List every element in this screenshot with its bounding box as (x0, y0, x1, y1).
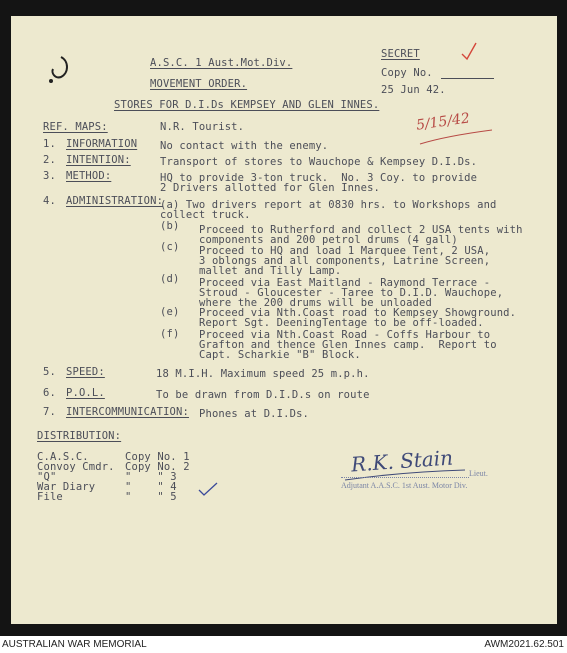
signature-role: Adjutant A.A.S.C. 1st Aust. Motor Div. (341, 481, 468, 490)
footer-left-text: AUSTRALIAN WAR MEMORIAL (2, 639, 147, 650)
order-subject: STORES FOR D.I.Ds KEMPSEY AND GLEN INNES. (114, 99, 380, 111)
speed-text: 18 M.I.H. Maximum speed 25 m.p.h. (156, 368, 370, 380)
speed-label: SPEED: (66, 366, 105, 378)
admin-item-line: Proceed to Rutherford and collect 2 USA tents with (199, 224, 523, 236)
handwritten-underline (416, 126, 496, 150)
distribution-name: Convoy Cmdr. (37, 461, 115, 473)
ref-maps-label: REF. MAPS: (43, 121, 108, 133)
para-number: 3. (43, 170, 56, 182)
admin-item-line: Proceed to HQ and load 1 Marquee Tent, 2 USA, (199, 245, 491, 257)
admin-item-line: Capt. Scharkie "B" Block. (199, 349, 361, 361)
method-text-2: 2 Drivers allotted for Glen Innes. (160, 182, 381, 194)
distribution-name: File (37, 491, 63, 503)
admin-item-line: Proceed via Nth.Coast road to Kempsey Showground. (199, 307, 517, 319)
admin-item-line: Proceed via East Maitland - Raymond Terrace - (199, 277, 491, 289)
distribution-copy: Copy No. 2 (125, 461, 190, 473)
signature-line (341, 477, 469, 478)
para-number: 2. (43, 154, 56, 166)
handwritten-date: 5/15/42 (415, 110, 471, 134)
copy-number-label: Copy No. (381, 67, 433, 79)
pol-text: To be drawn from D.I.D.s on route (156, 389, 370, 401)
admin-item-line: components and 200 petrol drums (4 gall) (199, 234, 458, 246)
intercommunication-label: INTERCOMMUNICATION: (66, 406, 189, 418)
intention-text: Transport of stores to Wauchope & Kempsey D.I.Ds. (160, 156, 478, 168)
red-check-mark (459, 40, 479, 62)
admin-item-letter: (d) (160, 273, 180, 285)
distribution-name: War Diary (37, 481, 96, 493)
administration-label: ADMINISTRATION: (66, 195, 164, 207)
intention-label: INTENTION: (66, 154, 131, 166)
admin-item-line: mallet and Tilly Lamp. (199, 265, 342, 277)
order-title: MOVEMENT ORDER. (150, 78, 248, 90)
document-date: 25 Jun 42. (381, 84, 446, 96)
administration-a-1: (a) Two drivers report at 0830 hrs. to Workshops and (160, 199, 497, 211)
para-number: 1. (43, 138, 56, 150)
distribution-copy: " " 4 (125, 481, 177, 493)
method-label: METHOD: (66, 170, 112, 182)
admin-item-line: Stroud - Gloucester - Taree to D.I.D. Wauchope, (199, 287, 504, 299)
signature: R.K. Stain (350, 445, 454, 477)
archive-footer (0, 636, 567, 653)
intercommunication-text: Phones at D.I.Ds. (199, 408, 310, 420)
admin-item-line: where the 200 drums will be unloaded (199, 297, 432, 309)
information-label: INFORMATION (66, 138, 138, 150)
distribution-copy: " " 5 (125, 491, 177, 503)
punch-hole-mark (41, 51, 81, 91)
blue-check-mark (197, 480, 219, 498)
admin-item-line: Proceed via Nth.Coast Road - Coffs Harbour to (199, 329, 491, 341)
unit-heading: A.S.C. 1 Aust.Mot.Div. (150, 57, 293, 69)
admin-item-line: Grafton and thence Glen Innes camp. Report to (199, 339, 497, 351)
admin-item-line: 3 oblongs and all components, Latrine Screen, (199, 255, 491, 267)
administration-a-2: collect truck. (160, 209, 251, 221)
copy-number-blank (441, 78, 494, 79)
distribution-title: DISTRIBUTION: (37, 430, 122, 442)
distribution-copy: Copy No. 1 (125, 451, 190, 463)
para-number: 7. (43, 406, 56, 418)
information-text: No contact with the enemy. (160, 140, 329, 152)
admin-item-letter: (f) (160, 328, 180, 340)
para-number: 5. (43, 366, 56, 378)
distribution-name: C.A.S.C. (37, 451, 89, 463)
admin-item-line: Report Sgt. DeeningTentage to be off-loaded. (199, 317, 484, 329)
para-number: 4. (43, 195, 56, 207)
footer-right-text: AWM2021.62.501 (484, 639, 564, 650)
document-page (11, 16, 557, 624)
para-number: 6. (43, 387, 56, 399)
distribution-copy: " " 3 (125, 471, 177, 483)
distribution-name: "Q" (37, 471, 57, 483)
signature-rank: Lieut. (469, 469, 488, 478)
ref-maps-text: N.R. Tourist. (160, 121, 245, 133)
admin-item-letter: (e) (160, 306, 180, 318)
admin-item-letter: (c) (160, 241, 180, 253)
method-text-1: HQ to provide 3-ton truck. No. 3 Coy. to provide (160, 172, 478, 184)
classification-label: SECRET (381, 48, 420, 60)
admin-item-letter: (b) (160, 220, 180, 232)
pol-label: P.O.L. (66, 387, 105, 399)
